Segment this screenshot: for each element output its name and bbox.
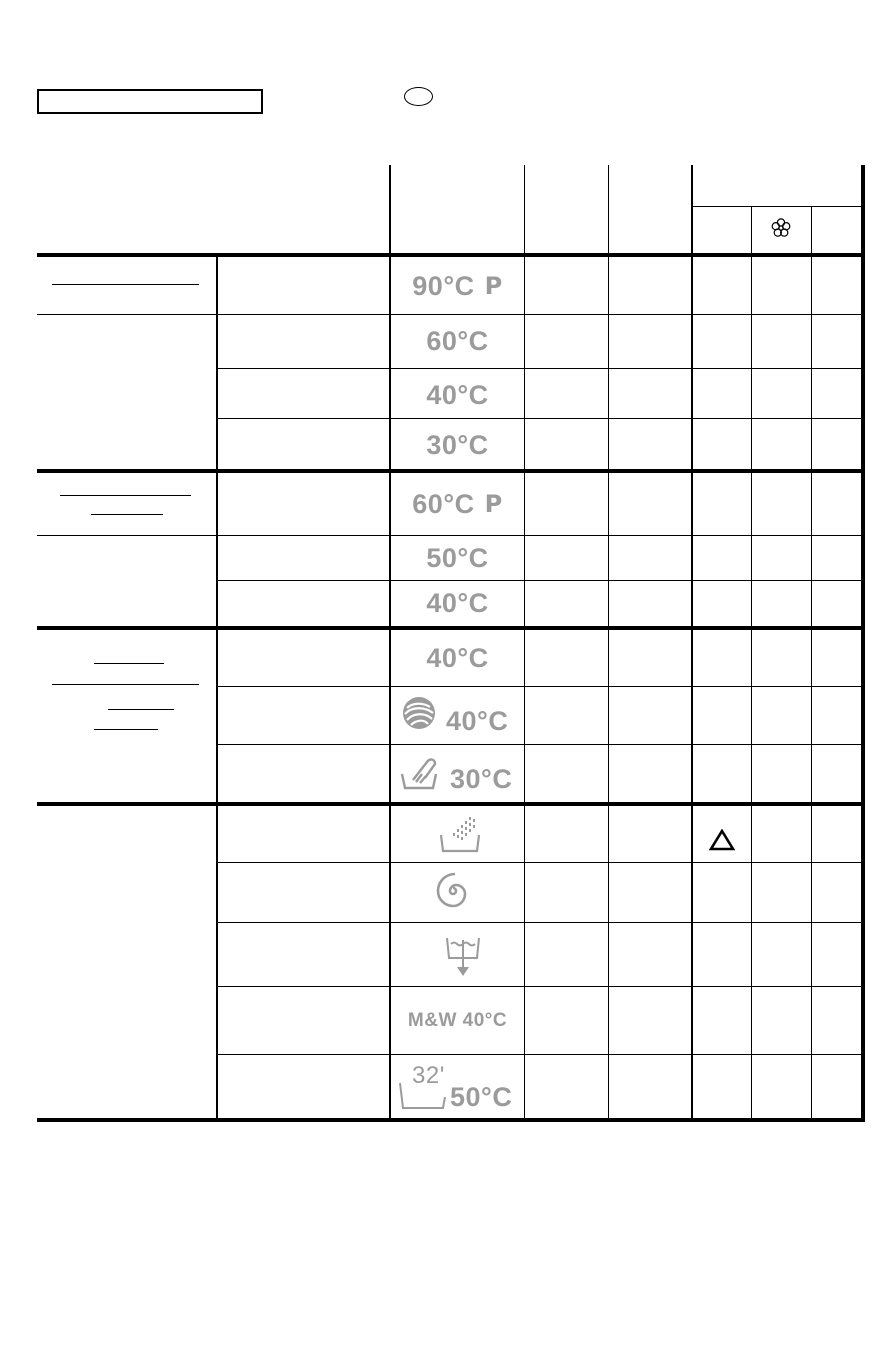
program-symbol: 60°C P xyxy=(412,488,503,519)
row-separator xyxy=(218,986,861,987)
language-code-oval xyxy=(404,87,433,106)
program-symbol: 30°C xyxy=(450,763,513,794)
header-divider xyxy=(751,206,752,253)
blank-underline xyxy=(94,663,164,664)
prewash-mark: P xyxy=(484,272,503,300)
quick-wash-time: 32' xyxy=(412,1062,445,1089)
row-separator xyxy=(218,862,861,863)
rinse-shower-icon xyxy=(437,813,483,855)
prewash-mark: P xyxy=(484,490,503,518)
label-box xyxy=(37,89,263,114)
table-bottom-border xyxy=(37,1118,865,1122)
blank-underline xyxy=(52,684,199,685)
group-separator xyxy=(37,253,865,257)
handwash-icon xyxy=(399,754,445,792)
warning-triangle-icon xyxy=(709,829,735,851)
blank-underline xyxy=(108,709,174,710)
header-divider xyxy=(691,165,693,253)
row-separator xyxy=(218,368,861,369)
program-symbol: 50°C xyxy=(426,542,489,573)
blank-underline xyxy=(52,284,199,285)
row-separator xyxy=(218,922,861,923)
blank-underline xyxy=(60,495,191,496)
program-symbol: 60°C xyxy=(426,326,489,356)
row-separator xyxy=(218,686,861,687)
row-separator xyxy=(218,580,861,581)
group-separator xyxy=(37,802,865,806)
header-divider xyxy=(608,165,609,253)
header-divider xyxy=(524,165,525,253)
program-symbol: 40°C xyxy=(426,380,489,410)
wool-icon xyxy=(400,694,438,732)
program-symbol: 50°C xyxy=(450,1081,513,1112)
program-symbol: 40°C xyxy=(446,705,509,736)
program-symbol: 40°C xyxy=(426,642,489,673)
header-subdivider xyxy=(693,206,861,207)
row-separator xyxy=(218,744,861,745)
program-symbol: 90°C P xyxy=(412,270,503,301)
drain-icon xyxy=(443,934,483,978)
program-symbol: M&W 40°C xyxy=(407,1009,508,1031)
header-divider xyxy=(389,165,391,253)
blank-underline xyxy=(91,514,163,515)
spin-icon xyxy=(433,871,473,911)
row-separator xyxy=(218,418,861,419)
blank-underline xyxy=(94,729,158,730)
flower-icon xyxy=(770,217,792,239)
row-separator xyxy=(218,1054,861,1055)
table-right-border xyxy=(861,165,865,1122)
program-symbol: 30°C xyxy=(426,429,489,460)
program-symbol: 40°C xyxy=(426,588,489,618)
header-divider xyxy=(811,206,812,253)
